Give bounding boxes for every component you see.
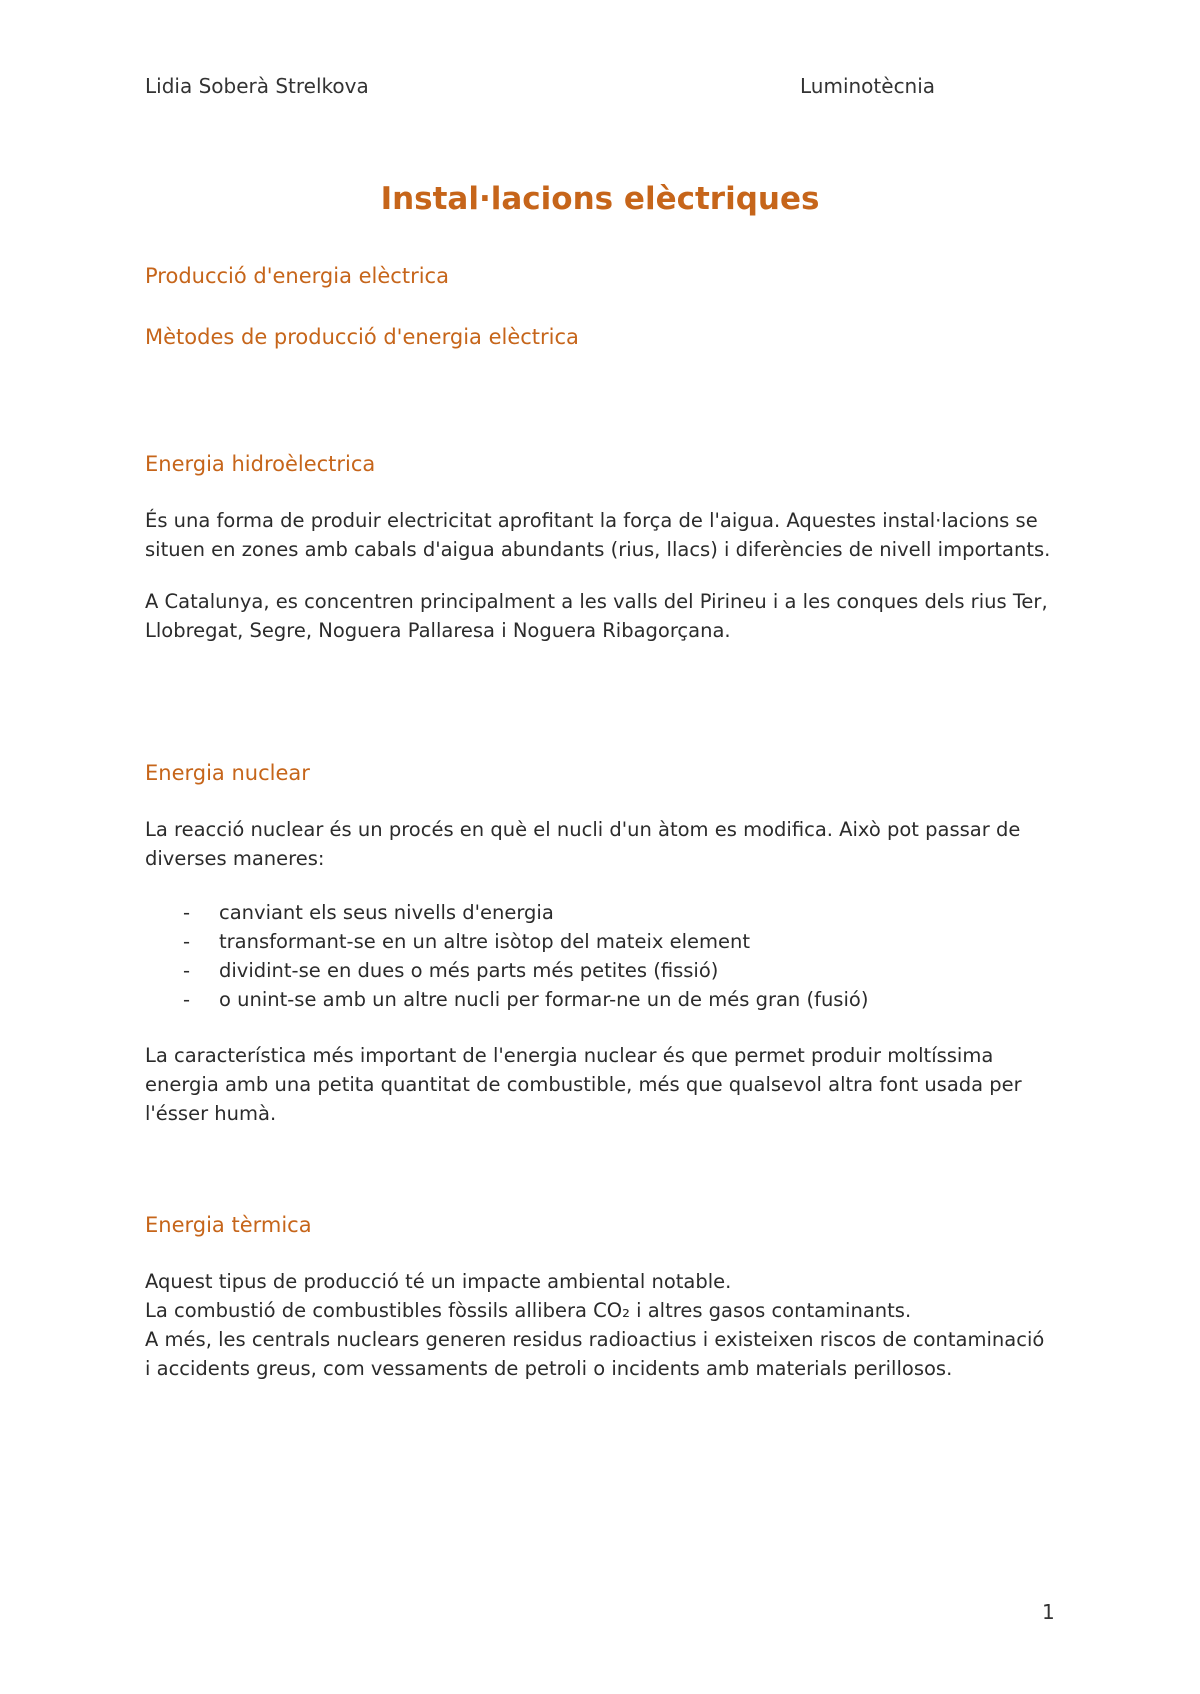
paragraph-line: l'ésser humà. (145, 1102, 277, 1125)
paragraph-line: Llobregat, Segre, Noguera Pallaresa i Noguera Ribagorçana. (145, 619, 731, 642)
list-item: - canviant els seus nivells d'energia (145, 898, 868, 927)
paragraph-line: A Catalunya, es concentren principalment a les valls del Pirineu i a les conques dels rius Ter, (145, 590, 1048, 613)
section-heading-hydro: Energia hidroèlectrica (145, 452, 376, 476)
page-title: Instal·lacions elèctriques (380, 181, 820, 217)
section-heading-thermal: Energia tèrmica (145, 1213, 312, 1237)
list-item: - dividint-se en dues o més parts més petites (fissió) (145, 956, 868, 985)
bullet-dash: - (183, 930, 191, 953)
nuclear-paragraph-2 (145, 1041, 1075, 1128)
paragraph-line: i accidents greus, com vessaments de petroli o incidents amb materials perillosos. (145, 1357, 953, 1380)
paragraph-line: diverses maneres: (145, 847, 325, 870)
paragraph-line: A més, les centrals nuclears generen residus radioactius i existeixen riscos de contaminació (145, 1328, 1045, 1351)
section-heading-methods: Mètodes de producció d'energia elèctrica (145, 325, 579, 349)
nuclear-bullet-list (145, 898, 868, 1014)
bullet-dash: - (183, 959, 191, 982)
paragraph-line: La característica més important de l'energia nuclear és que permet produir moltíssima (145, 1044, 994, 1067)
bullet-dash: - (183, 988, 191, 1011)
header-author: Lidia Soberà Strelkova (145, 74, 369, 98)
paragraph-line: energia amb una petita quantitat de combustible, més que qualsevol altra font usada per (145, 1073, 1022, 1096)
paragraph-line: La reacció nuclear és un procés en què el nucli d'un àtom es modifica. Això pot passar de (145, 818, 1021, 841)
list-item: - o unint-se amb un altre nucli per formar-ne un de més gran (fusió) (145, 985, 868, 1014)
bullet-dash: - (183, 901, 191, 924)
list-item: - transformant-se en un altre isòtop del mateix element (145, 927, 868, 956)
thermal-paragraph (145, 1267, 1075, 1383)
hydro-paragraph-1 (145, 506, 1075, 564)
paragraph-line: És una forma de produir electricitat aprofitant la força de l'aigua. Aquestes instal·lacions se (145, 509, 1038, 532)
nuclear-paragraph-1 (145, 815, 1075, 873)
header-subject: Luminotècnia (800, 74, 936, 98)
section-heading-production: Producció d'energia elèctrica (145, 264, 449, 288)
page-number: 1 (1042, 1600, 1055, 1624)
paragraph-line: La combustió de combustibles fòssils allibera CO₂ i altres gasos contaminants. (145, 1299, 912, 1322)
hydro-paragraph-2 (145, 587, 1075, 645)
section-heading-nuclear: Energia nuclear (145, 761, 310, 785)
paragraph-line: Aquest tipus de producció té un impacte ambiental notable. (145, 1270, 732, 1293)
paragraph-line: situen en zones amb cabals d'aigua abundants (rius, llacs) i diferències de nivell importants. (145, 538, 1051, 561)
